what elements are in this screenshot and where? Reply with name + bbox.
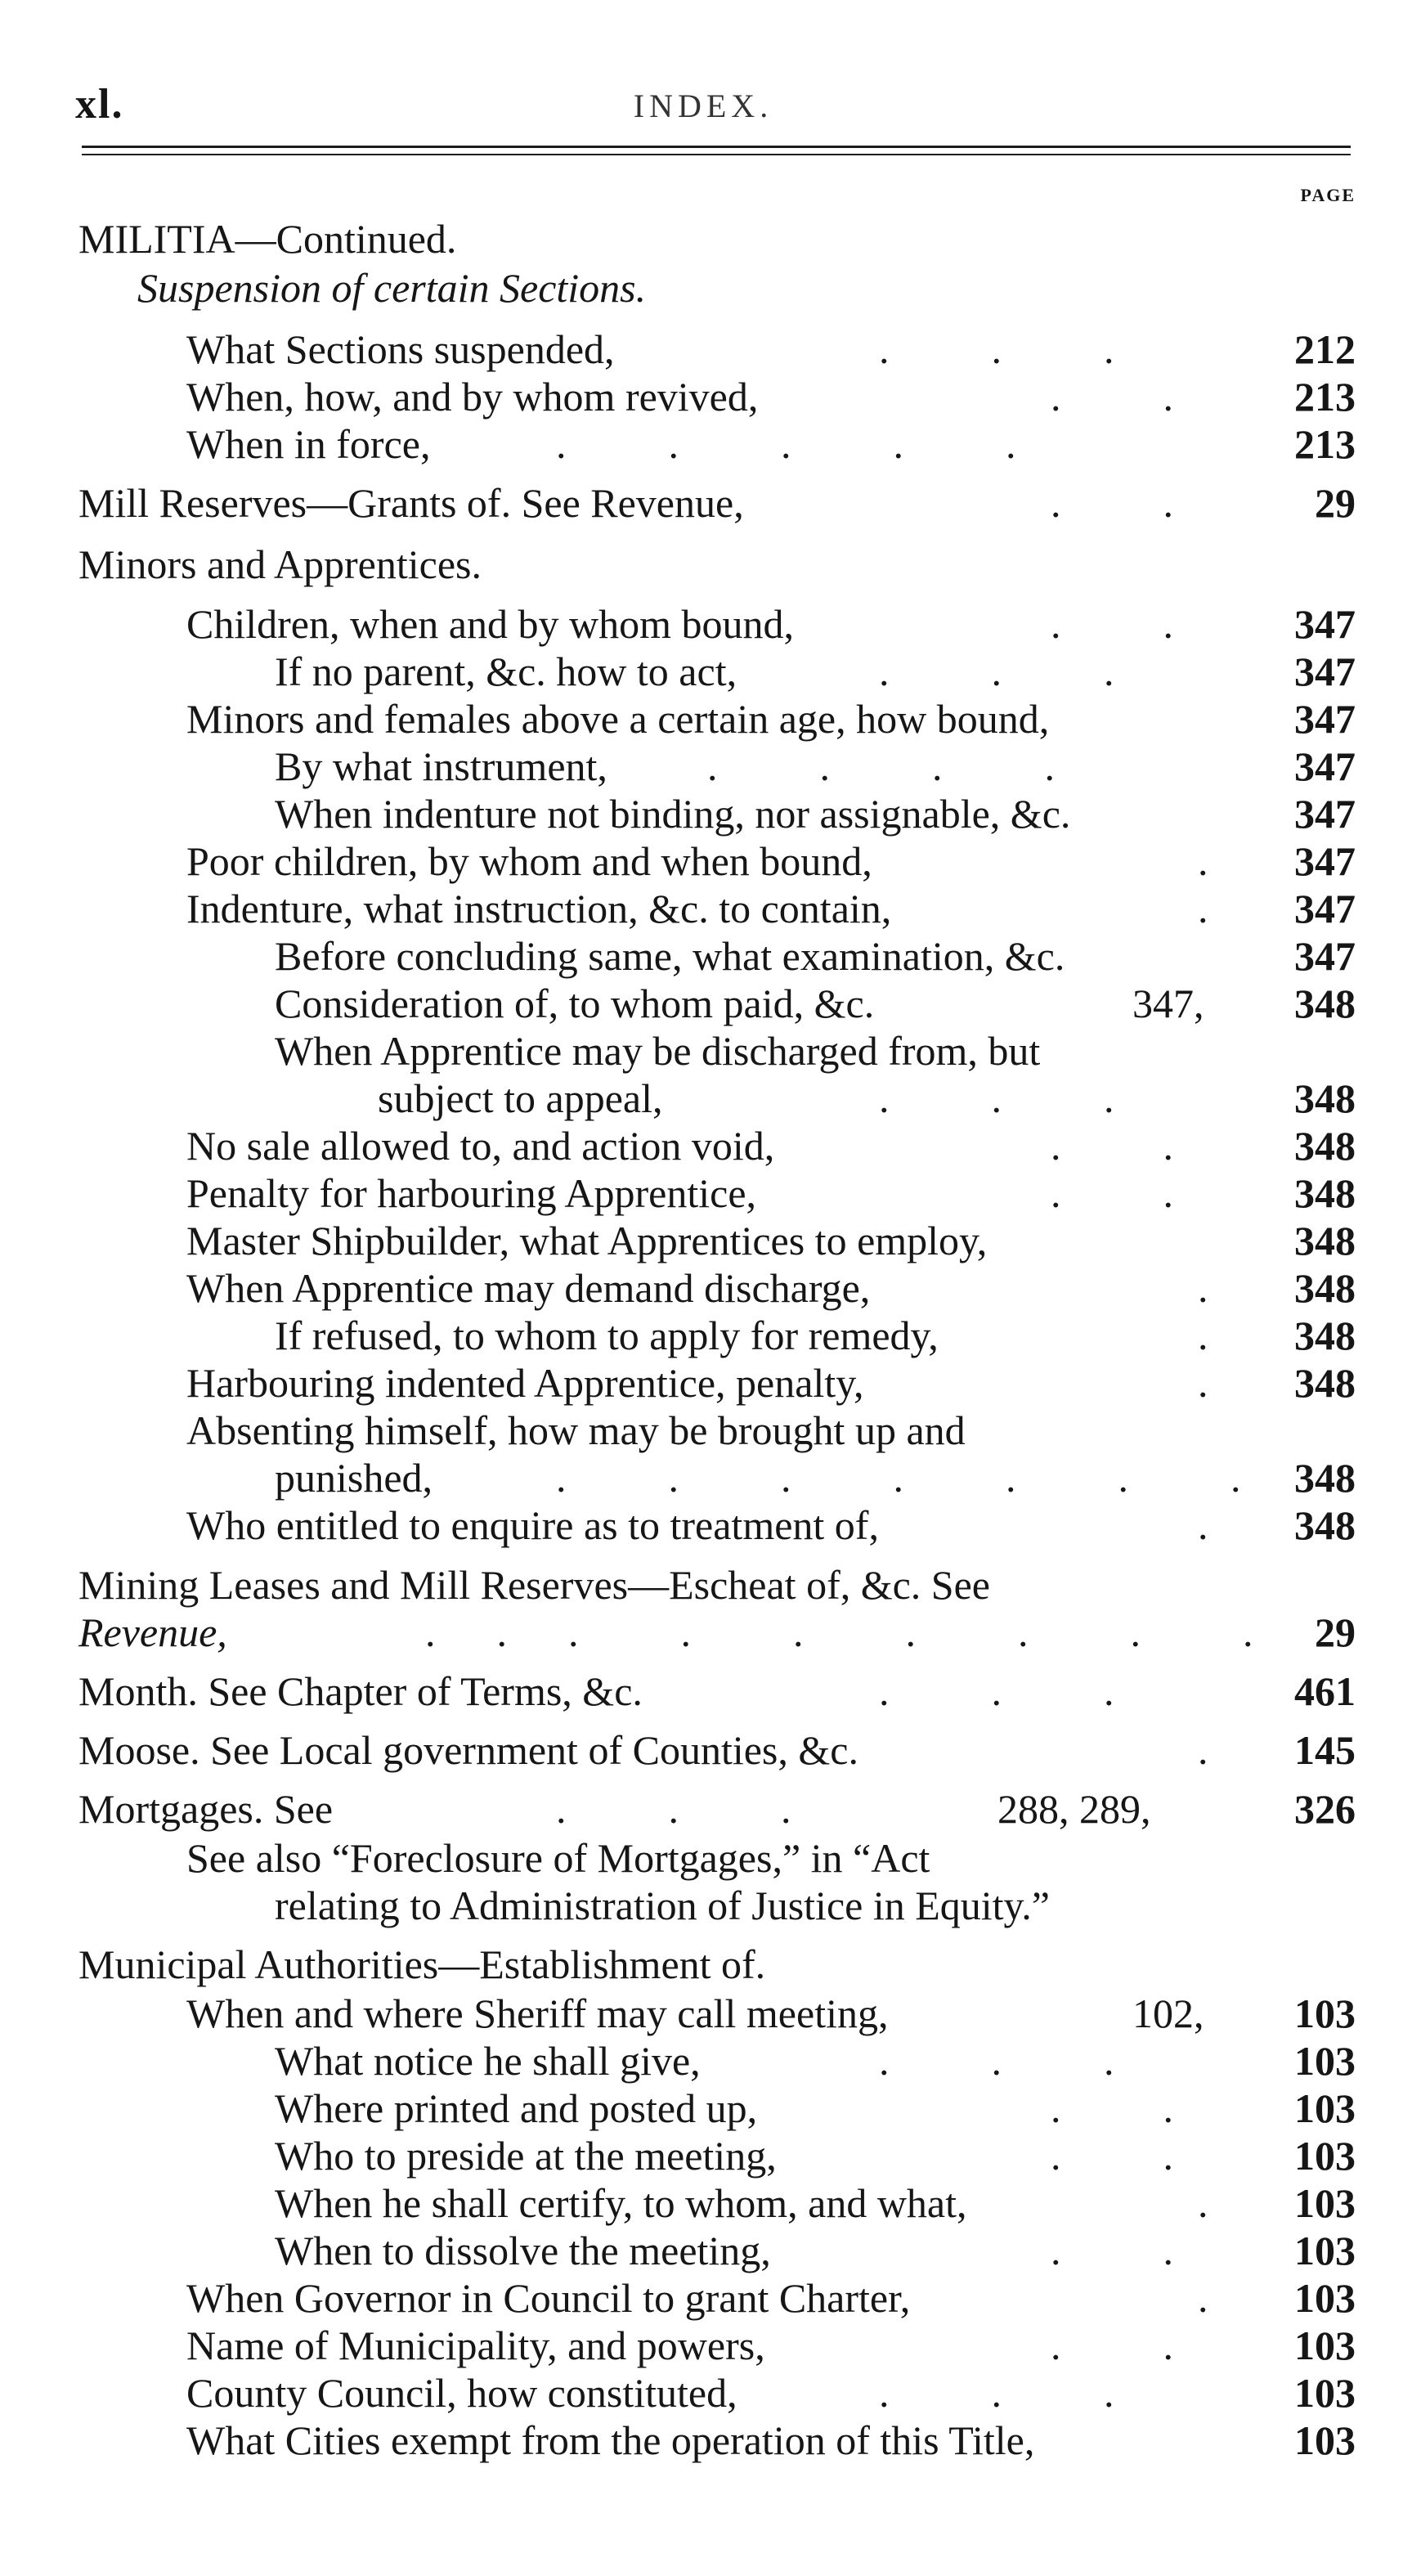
index-entry (0, 2368, 1421, 2417)
leader-dots: . . (1051, 2228, 1173, 2273)
leader-dots: . (1198, 2180, 1208, 2226)
entry-page: 348 (1294, 1360, 1356, 1406)
leader-dots: . . (1051, 2085, 1173, 2131)
entry-page: 29 (1315, 1609, 1356, 1655)
entry-text: Revenue, (78, 1609, 227, 1655)
entry-page: 347 (1294, 886, 1356, 931)
index-entry (0, 2131, 1421, 2180)
entry-text: Absenting himself, how may be brought up and (186, 1407, 966, 1453)
entry-text: County Council, how constituted, (186, 2370, 737, 2416)
index-entry (0, 1726, 1421, 1775)
leader-dots: . . . . . (556, 421, 1016, 467)
leader-dots: . . (1051, 2322, 1173, 2368)
leader-dots: . (1198, 1727, 1208, 1773)
entry-text: Month. See Chapter of Terms, &c. (78, 1668, 643, 1714)
entry-text: Municipal Authorities—Establishment of. (78, 1941, 766, 1987)
index-entry (0, 1833, 1421, 1883)
index-entry (0, 1608, 1421, 1657)
leader-dots: . . . . . . . (556, 1455, 1241, 1501)
index-entry (0, 1121, 1421, 1170)
entry-text: What Sections suspended, (186, 326, 615, 372)
entry-text: Moose. See Local government of Counties, &c. (78, 1727, 858, 1773)
entry-page: 103 (1294, 2275, 1356, 2321)
entry-text: When to dissolve the meeting, (275, 2228, 771, 2273)
leader-dots: . . . (556, 1786, 791, 1832)
entry-text: punished, (275, 1455, 433, 1501)
index-entry (0, 2084, 1421, 2133)
index-entry (0, 2273, 1421, 2322)
index-entry (0, 647, 1421, 696)
index-entry (0, 789, 1421, 838)
leader-dots: . . . (879, 1075, 1114, 1121)
index-entry (0, 420, 1421, 469)
entry-text: relating to Administration of Justice in Equity.” (275, 1883, 1050, 1928)
entry-page: 213 (1294, 374, 1356, 420)
entry-page: 29 (1315, 480, 1356, 526)
entry-page: 103 (1294, 2085, 1356, 2131)
entry-text: When indenture not binding, nor assignable, &c. (275, 791, 1071, 837)
index-entry (0, 979, 1421, 1028)
entry-page: 145 (1294, 1727, 1356, 1773)
leader-dots: . . (1051, 601, 1173, 647)
leader-dots: . . . (879, 2370, 1114, 2416)
entry-text: Name of Municipality, and powers, (186, 2322, 765, 2368)
entry-page: 348 (1294, 1170, 1356, 1216)
leader-dots: . . . (879, 2038, 1114, 2084)
index-entry (0, 1263, 1421, 1313)
index-entry (0, 694, 1421, 743)
index-entry (0, 1358, 1421, 1407)
index-entry (0, 599, 1421, 648)
entry-page: 461 (1294, 1668, 1356, 1714)
entry-page: 348 (1294, 981, 1356, 1026)
index-entry (0, 540, 1421, 589)
index-entry (0, 2321, 1421, 2370)
entry-inline-page: 288, 289, (997, 1786, 1151, 1832)
entry-page: 348 (1294, 1075, 1356, 1121)
index-entry-militia (0, 214, 1421, 263)
leader-dots: . . . (879, 1668, 1114, 1714)
entry-text: Poor children, by whom and when bound, (186, 838, 872, 884)
entry-text: See also “Foreclosure of Mortgages,” in “Act (186, 1835, 930, 1881)
entry-text: When Apprentice may be discharged from, but (275, 1028, 1041, 1074)
entry-text: Minors and females above a certain age, how bound, (186, 696, 1050, 742)
index-entry (0, 372, 1421, 421)
index-entry (0, 1026, 1421, 1075)
leader-dots: . (1198, 1360, 1208, 1406)
index-entry (0, 742, 1421, 791)
page-number: xl. (75, 81, 124, 128)
entry-text: When and where Sheriff may call meeting, (186, 1990, 889, 2036)
leader-dots: . . . (879, 648, 1114, 694)
index-entry (0, 1881, 1421, 1930)
leader-dots: . (1198, 886, 1208, 931)
entry-text: Who to preside at the meeting, (275, 2133, 777, 2179)
leader-dots: . (1198, 1502, 1208, 1548)
leader-dots: . (1198, 1265, 1208, 1311)
header-rule-top (82, 146, 1351, 148)
entry-page: 103 (1294, 2322, 1356, 2368)
leader-dots: . . . (879, 326, 1114, 372)
entry-text: Penalty for harbouring Apprentice, (186, 1170, 757, 1216)
index-entry (0, 325, 1421, 374)
entry-page: 347 (1294, 743, 1356, 789)
index-entry (0, 884, 1421, 933)
leader-dots: . . (1051, 1123, 1173, 1169)
index-entry (0, 1989, 1421, 2038)
entry-page: 103 (1294, 1990, 1356, 2036)
entry-text: When he shall certify, to whom, and what, (275, 2180, 967, 2226)
entry-page: 347 (1294, 791, 1356, 837)
entry-inline-page: 347, (1132, 981, 1204, 1026)
index-entry (0, 1169, 1421, 1218)
leader-dots: . (1198, 2275, 1208, 2321)
page-title: INDEX. (633, 88, 773, 124)
header-rule-bottom (82, 154, 1351, 155)
leader-dots: . . (1051, 1170, 1173, 1216)
entry-page: 348 (1294, 1313, 1356, 1358)
entry-page: 348 (1294, 1265, 1356, 1311)
entry-text: Minors and Apprentices. (78, 541, 482, 587)
entry-page: 348 (1294, 1123, 1356, 1169)
entry-text: If refused, to whom to apply for remedy, (275, 1313, 939, 1358)
index-entry (0, 478, 1421, 527)
entry-page: 347 (1294, 933, 1356, 979)
index-entry-suspension (0, 263, 1421, 312)
entry-text: Suspension of certain Sections. (137, 265, 647, 311)
entry-page: 213 (1294, 421, 1356, 467)
index-entry (0, 2179, 1421, 2228)
index-entry (0, 1311, 1421, 1360)
index-entry (0, 2416, 1421, 2465)
entry-page: 348 (1294, 1218, 1356, 1263)
entry-text: Children, when and by whom bound, (186, 601, 794, 647)
entry-text: By what instrument, (275, 743, 607, 789)
entry-page: 347 (1294, 838, 1356, 884)
index-entry (0, 1784, 1421, 1833)
entry-page: 212 (1294, 326, 1356, 372)
entry-text: What notice he shall give, (275, 2038, 701, 2084)
entry-page: 347 (1294, 696, 1356, 742)
index-entry (0, 2226, 1421, 2275)
entry-page: 347 (1294, 648, 1356, 694)
leader-dots: . . (1051, 374, 1173, 420)
entry-text: When Governor in Council to grant Charter, (186, 2275, 911, 2321)
entry-text: Where printed and posted up, (275, 2085, 758, 2131)
index-entry (0, 1216, 1421, 1265)
entry-page: 103 (1294, 2228, 1356, 2273)
leader-dots: . . . . . . . . . (425, 1609, 1253, 1655)
entry-text: What Cities exempt from the operation of this Title, (186, 2417, 1035, 2463)
entry-page: 103 (1294, 2370, 1356, 2416)
entry-text: Mill Reserves—Grants of. See Revenue, (78, 480, 744, 526)
entry-page: 326 (1294, 1786, 1356, 1832)
leader-dots: . . (1051, 2133, 1173, 2179)
index-entry (0, 1406, 1421, 1455)
page-column-label: PAGE (1300, 185, 1356, 205)
index-entry (0, 931, 1421, 981)
index-entry (0, 837, 1421, 886)
index-entry (0, 1453, 1421, 1502)
index-entry (0, 1667, 1421, 1716)
index-entry (0, 2036, 1421, 2085)
leader-dots: . . . . (707, 743, 1055, 789)
entry-text: Who entitled to enquire as to treatment of, (186, 1502, 879, 1548)
leader-dots: . (1198, 838, 1208, 884)
entry-text: Mining Leases and Mill Reserves—Escheat of, &c. See (78, 1562, 990, 1608)
leader-dots: . (1198, 1313, 1208, 1358)
entry-text: subject to appeal, (378, 1075, 663, 1121)
entry-page: 348 (1294, 1502, 1356, 1548)
entry-text: MILITIA—Continued. (78, 216, 457, 262)
entry-page: 348 (1294, 1455, 1356, 1501)
leader-dots: . . (1051, 480, 1173, 526)
entry-page: 103 (1294, 2038, 1356, 2084)
index-entry (0, 1074, 1421, 1123)
index-entry (0, 1940, 1421, 1989)
index-entry (0, 1501, 1421, 1550)
entry-text: Before concluding same, what examination, &c. (275, 933, 1065, 979)
entry-text: Harbouring indented Apprentice, penalty, (186, 1360, 864, 1406)
entry-text: If no parent, &c. how to act, (275, 648, 737, 694)
entry-text: Master Shipbuilder, what Apprentices to employ, (186, 1218, 988, 1263)
entry-text: Indenture, what instruction, &c. to contain, (186, 886, 892, 931)
entry-page: 103 (1294, 2417, 1356, 2463)
entry-text: Consideration of, to whom paid, &c. (275, 981, 875, 1026)
entry-page: 103 (1294, 2180, 1356, 2226)
entry-text: When Apprentice may demand discharge, (186, 1265, 871, 1311)
entry-page: 347 (1294, 601, 1356, 647)
index-entry (0, 1560, 1421, 1609)
entry-page: 103 (1294, 2133, 1356, 2179)
entry-text: When in force, (186, 421, 431, 467)
entry-text: When, how, and by whom revived, (186, 374, 759, 420)
entry-inline-page: 102, (1132, 1990, 1204, 2036)
entry-text: Mortgages. See (78, 1786, 334, 1832)
entry-text: No sale allowed to, and action void, (186, 1123, 775, 1169)
